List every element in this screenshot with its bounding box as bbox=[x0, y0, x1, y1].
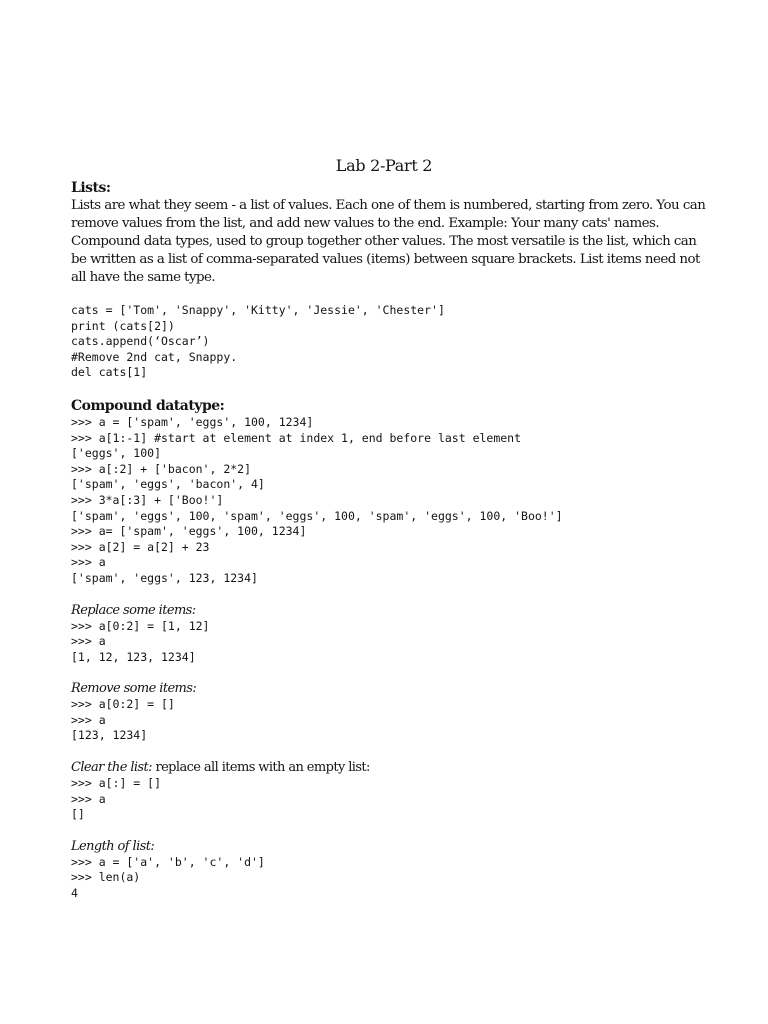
length-code-block bbox=[71, 855, 711, 902]
code-line: cats.append(‘Oscar’) bbox=[71, 334, 210, 349]
remove-code-block bbox=[71, 697, 711, 744]
code-line: >>> a[0:2] = [] bbox=[71, 697, 175, 712]
code-line: cats = ['Tom', 'Snappy', 'Kitty', 'Jessie', 'Chester'] bbox=[71, 303, 445, 317]
code-line: [123, 1234] bbox=[71, 728, 148, 743]
paragraph-line: remove values from the list, and add new values to the end. Example: Your many cats' names. bbox=[71, 216, 660, 231]
length-label bbox=[71, 839, 711, 855]
length-label-text: Length of list: bbox=[71, 838, 155, 854]
paragraph-line: all have the same type. bbox=[71, 270, 216, 285]
compound-code-block bbox=[71, 415, 711, 587]
code-line: >>> a[:2] + ['bacon', 2*2] bbox=[71, 461, 252, 476]
code-line: print (cats[2]) bbox=[71, 318, 175, 333]
code-line: >>> a[0:2] = [1, 12] bbox=[71, 618, 210, 633]
code-line: >>> a[2] = a[2] + 23 bbox=[71, 539, 210, 554]
code-line: ['spam', 'eggs', 123, 1234] bbox=[71, 570, 258, 585]
code-line: #Remove 2nd cat, Snappy. bbox=[71, 349, 238, 364]
paragraph-line: Lists are what they seem - a list of values. Each one of them is numbered, starting from zero. You can bbox=[71, 198, 706, 213]
clear-label-rest: replace all items with an empty list: bbox=[151, 760, 370, 776]
paragraph-line: Compound data types, used to group together other values. The most versatile is the list, which can bbox=[71, 234, 697, 249]
clear-label-italic: Clear the list: bbox=[71, 760, 152, 776]
code-line: >>> len(a) bbox=[71, 870, 141, 885]
replace-label-text: Replace some items: bbox=[71, 602, 196, 618]
document-content bbox=[71, 179, 711, 902]
code-line: >>> a bbox=[71, 791, 106, 806]
lists-heading: Lists: bbox=[71, 180, 111, 196]
code-line: ['spam', 'eggs', 100, 'spam', 'eggs', 100, 'spam', 'eggs', 100, 'Boo!'] bbox=[71, 508, 563, 523]
clear-label bbox=[71, 760, 711, 776]
code-line: ['eggs', 100] bbox=[71, 446, 162, 461]
remove-label-text: Remove some items: bbox=[71, 681, 197, 697]
code-line: 4 bbox=[71, 886, 78, 901]
paragraph-line: be written as a list of comma-separated values (items) between square brackets. List items need not bbox=[71, 252, 700, 267]
code-line: >>> a = ['a', 'b', 'c', 'd'] bbox=[71, 854, 265, 869]
code-line: >>> a bbox=[71, 634, 106, 649]
lists-paragraph bbox=[71, 197, 711, 287]
code-line: >>> a = ['spam', 'eggs', 100, 1234] bbox=[71, 414, 314, 429]
code-line: del cats[1] bbox=[71, 365, 148, 380]
code-line: >>> a bbox=[71, 555, 106, 570]
code-line: >>> a bbox=[71, 712, 106, 727]
code-line: >>> 3*a[:3] + ['Boo!'] bbox=[71, 492, 224, 507]
code-line: >>> a= ['spam', 'eggs', 100, 1234] bbox=[71, 524, 307, 539]
code-line: ['spam', 'eggs', 'bacon', 4] bbox=[71, 477, 265, 492]
replace-code-block bbox=[71, 619, 711, 666]
page-title: Lab 2-Part 2 bbox=[335, 156, 433, 175]
clear-code-block bbox=[71, 776, 711, 823]
replace-label bbox=[71, 603, 711, 619]
compound-heading: Compound datatype: bbox=[71, 397, 225, 414]
remove-label bbox=[71, 681, 711, 697]
cats-code-block bbox=[71, 303, 711, 381]
code-line: >>> a[1:-1] #start at element at index 1, end before last element bbox=[71, 430, 522, 445]
code-line: >>> a[:] = [] bbox=[71, 776, 162, 791]
code-line: [1, 12, 123, 1234] bbox=[71, 649, 196, 664]
code-line: [] bbox=[71, 807, 85, 822]
